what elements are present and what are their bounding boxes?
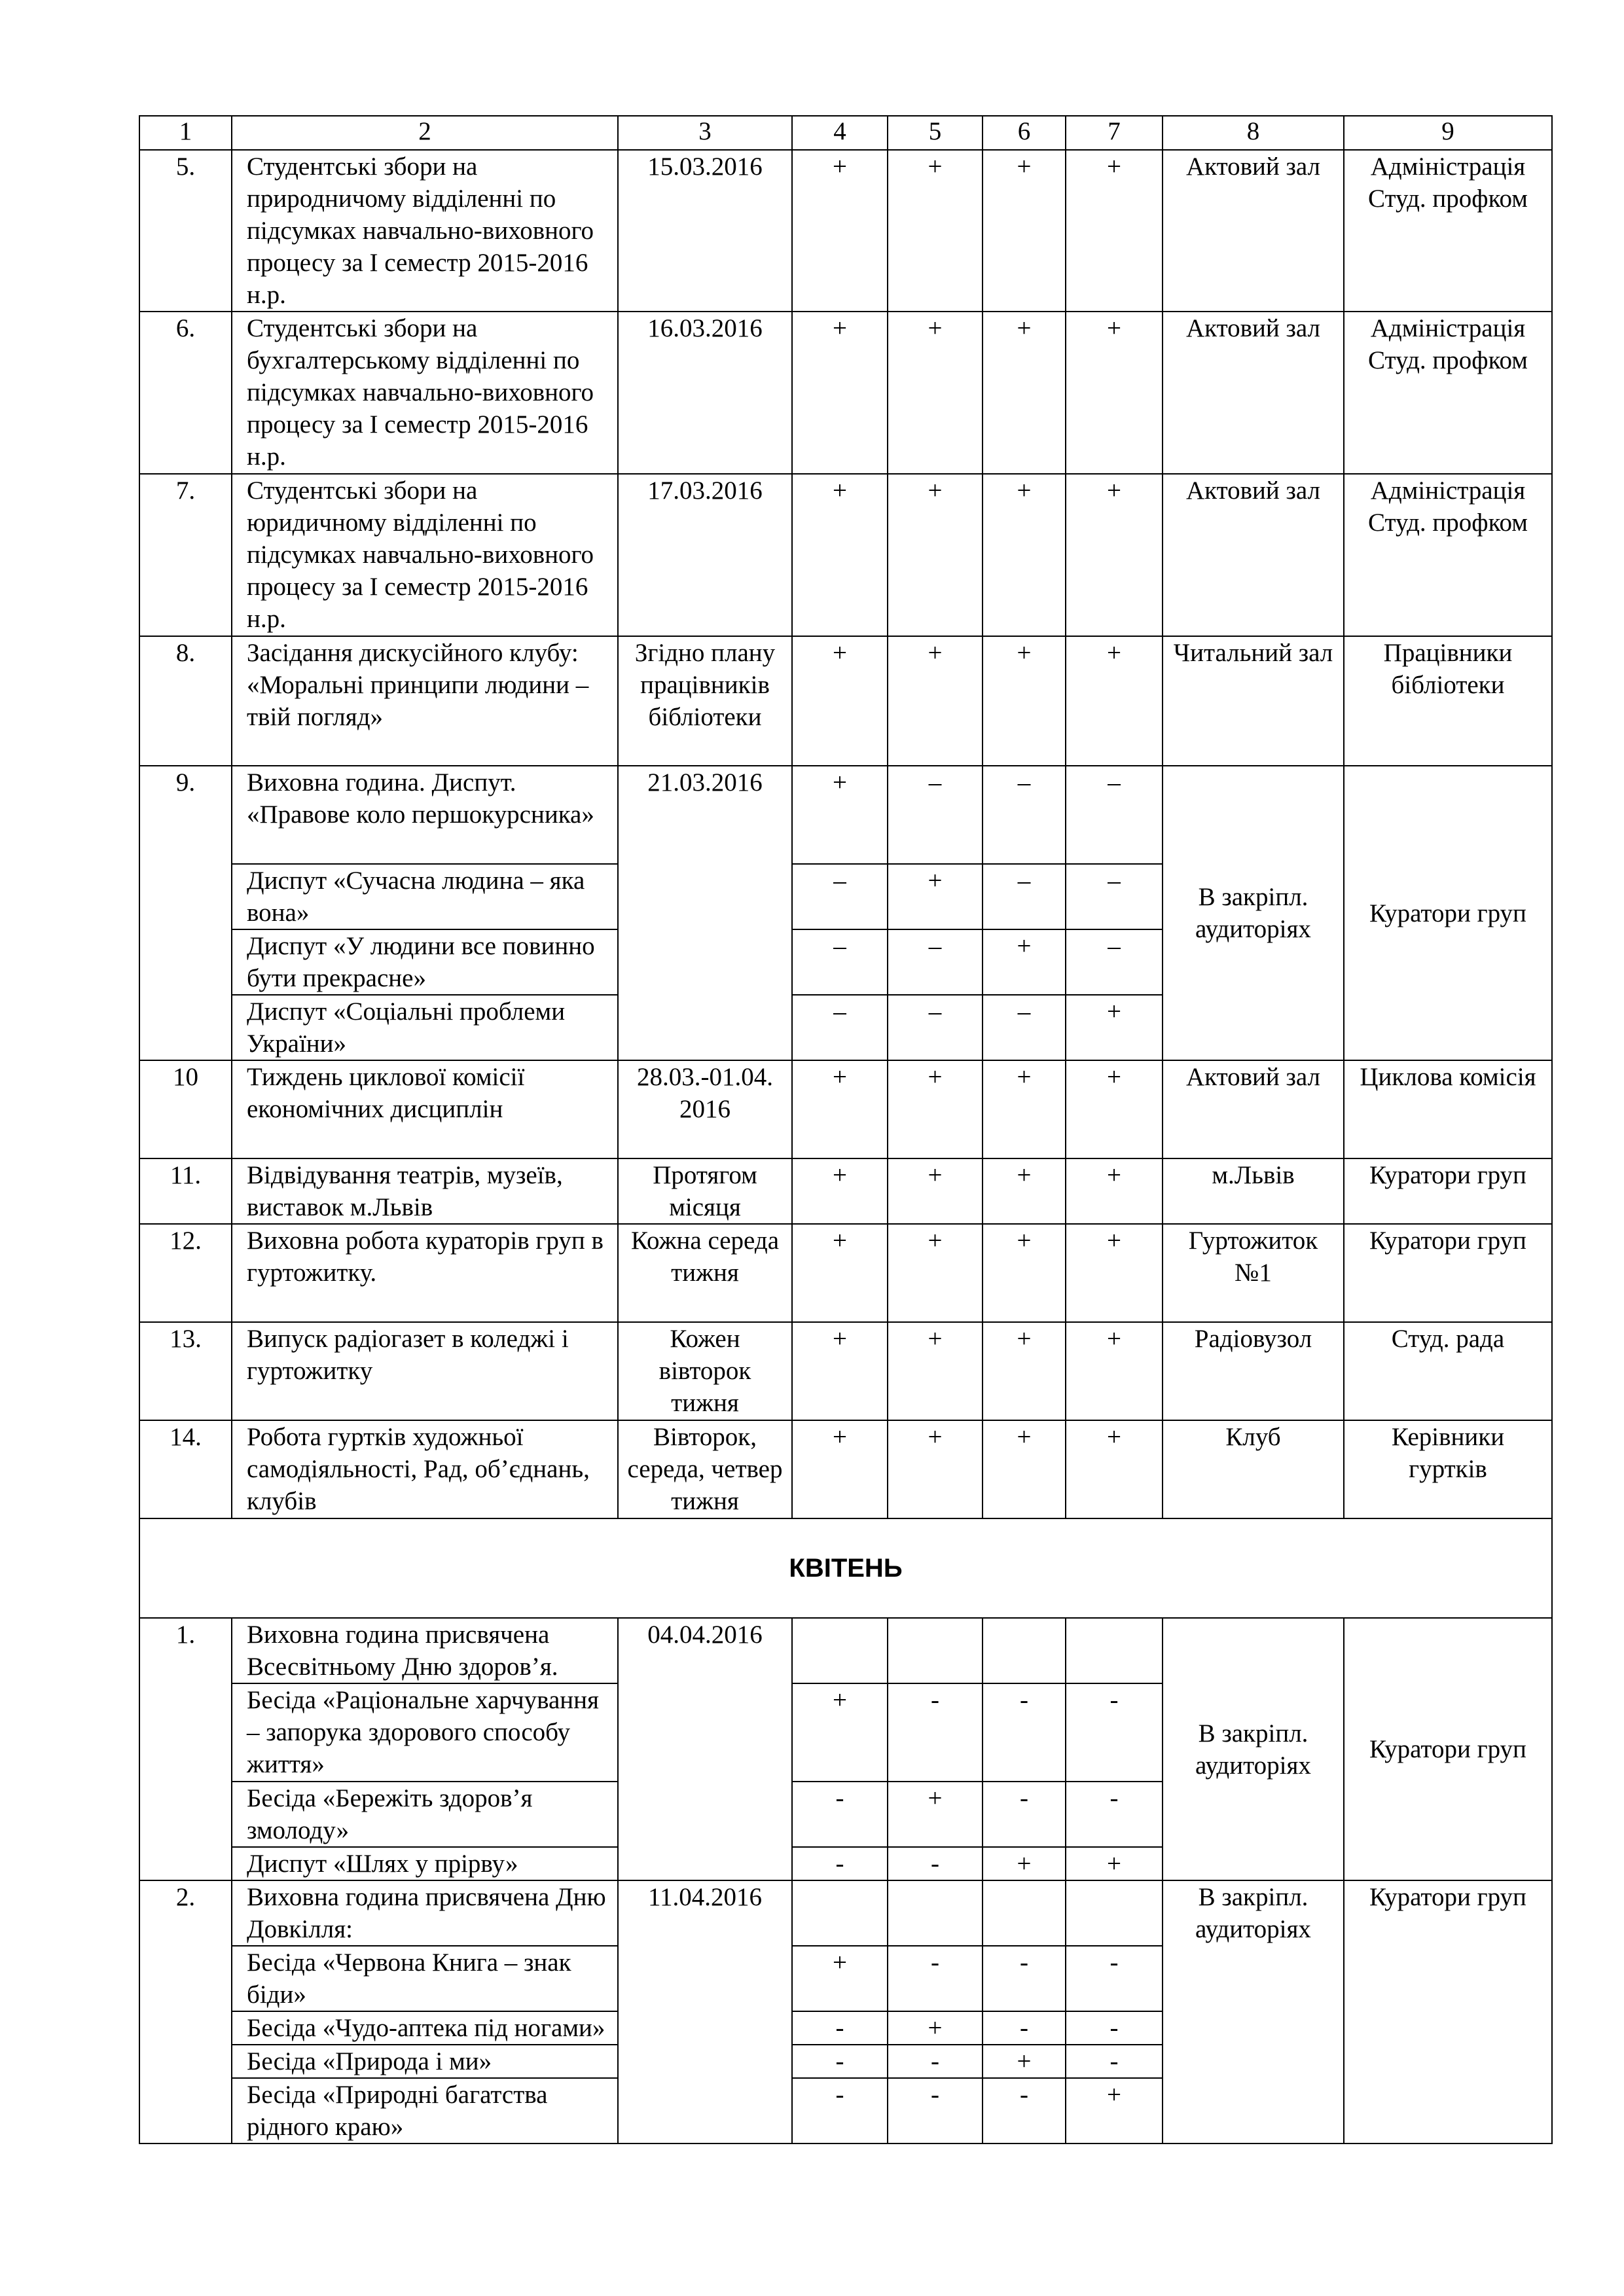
table-row bbox=[139, 1158, 1552, 1224]
mark-cell: + bbox=[983, 1224, 1066, 1322]
mark-cell: + bbox=[983, 1847, 1066, 1880]
mark-cell bbox=[792, 1618, 888, 1683]
mark-cell: - bbox=[888, 1683, 983, 1782]
mark-cell: + bbox=[1066, 312, 1163, 474]
row-number: 12. bbox=[139, 1224, 232, 1322]
mark-cell: – bbox=[888, 995, 983, 1060]
event-name: Випуск радіогазет в коледжі і гуртожитку bbox=[232, 1322, 618, 1420]
mark-cell: - bbox=[888, 2078, 983, 2144]
mark-cell: + bbox=[888, 1060, 983, 1158]
mark-cell: + bbox=[888, 1224, 983, 1322]
table-row bbox=[139, 1224, 1552, 1322]
row-number: 14. bbox=[139, 1420, 232, 1518]
event-place: В закріпл. аудиторіях bbox=[1163, 1618, 1344, 1880]
mark-cell bbox=[983, 1880, 1066, 1946]
mark-cell: – bbox=[1066, 766, 1163, 864]
mark-cell: + bbox=[983, 929, 1066, 995]
event-date: 15.03.2016 bbox=[618, 150, 792, 312]
event-name: Студентські збори на природничому відділенні по підсумках навчально-виховного процесу за І семестр 2015-2016 н.р. bbox=[232, 150, 618, 312]
mark-cell: – bbox=[983, 864, 1066, 929]
mark-cell: - bbox=[983, 2011, 1066, 2045]
event-date: 21.03.2016 bbox=[618, 766, 792, 1060]
mark-cell: - bbox=[1066, 1683, 1163, 1782]
mark-cell: + bbox=[983, 2045, 1066, 2078]
event-name: Відвідування театрів, музеїв, виставок м.Львів bbox=[232, 1158, 618, 1224]
mark-cell: + bbox=[1066, 1158, 1163, 1224]
mark-cell: + bbox=[792, 1322, 888, 1420]
row-number: 10 bbox=[139, 1060, 232, 1158]
responsible: Адміністрація Студ. профком bbox=[1344, 150, 1552, 312]
event-date: 04.04.2016 bbox=[618, 1618, 792, 1880]
mark-cell bbox=[888, 1618, 983, 1683]
event-name: Виховна година. Диспут. «Правове коло першокурсника» bbox=[232, 766, 618, 864]
responsible: Куратори груп bbox=[1344, 1158, 1552, 1224]
mark-cell: – bbox=[888, 766, 983, 864]
row-number: 7. bbox=[139, 474, 232, 636]
event-name: Бесіда «Бережіть здоров’я змолоду» bbox=[232, 1782, 618, 1847]
mark-cell: + bbox=[888, 1782, 983, 1847]
mark-cell: + bbox=[983, 150, 1066, 312]
table-row bbox=[139, 1322, 1552, 1420]
month-heading-row bbox=[139, 1518, 1552, 1618]
mark-cell bbox=[1066, 1618, 1163, 1683]
responsible: Працівники бібліотеки bbox=[1344, 636, 1552, 766]
event-date: 16.03.2016 bbox=[618, 312, 792, 474]
row-number: 8. bbox=[139, 636, 232, 766]
mark-cell: + bbox=[792, 1946, 888, 2011]
event-name: Бесіда «Природа і ми» bbox=[232, 2045, 618, 2078]
mark-cell: + bbox=[792, 636, 888, 766]
mark-cell: + bbox=[1066, 1060, 1163, 1158]
mark-cell: - bbox=[792, 2045, 888, 2078]
responsible: Куратори груп bbox=[1344, 1224, 1552, 1322]
mark-cell: - bbox=[888, 2045, 983, 2078]
mark-cell bbox=[1066, 1880, 1163, 1946]
mark-cell: - bbox=[792, 2011, 888, 2045]
mark-cell: + bbox=[888, 474, 983, 636]
mark-cell: - bbox=[888, 1847, 983, 1880]
mark-cell bbox=[983, 1618, 1066, 1683]
mark-cell: + bbox=[792, 766, 888, 864]
event-place: Радіовузол bbox=[1163, 1322, 1344, 1420]
mark-cell: + bbox=[983, 474, 1066, 636]
mark-cell: - bbox=[1066, 2011, 1163, 2045]
table-row bbox=[139, 474, 1552, 636]
event-name: Студентські збори на бухгалтерському відділенні по підсумках навчально-виховного процесу за І семестр 2015-2016 н.р. bbox=[232, 312, 618, 474]
column-number: 2 bbox=[232, 116, 618, 150]
mark-cell: + bbox=[1066, 1420, 1163, 1518]
event-date: Кожен вівторок тижня bbox=[618, 1322, 792, 1420]
mark-cell: + bbox=[792, 1224, 888, 1322]
event-date: 11.04.2016 bbox=[618, 1880, 792, 2144]
column-number: 1 bbox=[139, 116, 232, 150]
table-row bbox=[139, 1060, 1552, 1158]
mark-cell: - bbox=[792, 2078, 888, 2144]
mark-cell: + bbox=[888, 1322, 983, 1420]
date-line: середа, четвер bbox=[627, 1455, 783, 1483]
mark-cell: + bbox=[792, 1683, 888, 1782]
mark-cell: - bbox=[1066, 2045, 1163, 2078]
mark-cell: + bbox=[792, 1158, 888, 1224]
event-name: Бесіда «Червона Книга – знак біди» bbox=[232, 1946, 618, 2011]
responsible: Студ. рада bbox=[1344, 1322, 1552, 1420]
event-date: 28.03.-01.04. 2016 bbox=[618, 1060, 792, 1158]
table-row bbox=[139, 766, 1552, 864]
mark-cell: - bbox=[792, 1782, 888, 1847]
row-number: 5. bbox=[139, 150, 232, 312]
event-name: Бесіда «Раціональне харчування – запорука здорового способу життя» bbox=[232, 1683, 618, 1782]
mark-cell: + bbox=[888, 1420, 983, 1518]
mark-cell: + bbox=[983, 1060, 1066, 1158]
event-place: Актовий зал bbox=[1163, 312, 1344, 474]
event-name: Засідання дискусійного клубу: «Моральні принципи людини – твій погляд» bbox=[232, 636, 618, 766]
mark-cell: - bbox=[888, 1946, 983, 2011]
mark-cell: + bbox=[983, 1420, 1066, 1518]
mark-cell: + bbox=[792, 1060, 888, 1158]
mark-cell: + bbox=[792, 150, 888, 312]
column-number: 7 bbox=[1066, 116, 1163, 150]
event-place: В закріпл. аудиторіях bbox=[1163, 1880, 1344, 2144]
event-place: Актовий зал bbox=[1163, 474, 1344, 636]
row-number: 9. bbox=[139, 766, 232, 1060]
mark-cell: – bbox=[1066, 864, 1163, 929]
column-number: 8 bbox=[1163, 116, 1344, 150]
mark-cell: – bbox=[792, 929, 888, 995]
event-name: Виховна година присвячена Дню Довкілля: bbox=[232, 1880, 618, 1946]
mark-cell: + bbox=[792, 474, 888, 636]
table-row bbox=[139, 150, 1552, 312]
mark-cell: + bbox=[983, 636, 1066, 766]
table-row bbox=[139, 636, 1552, 766]
mark-cell: + bbox=[983, 1158, 1066, 1224]
event-date bbox=[618, 1420, 792, 1518]
mark-cell: – bbox=[888, 929, 983, 995]
row-number: 6. bbox=[139, 312, 232, 474]
mark-cell bbox=[792, 1880, 888, 1946]
event-name: Бесіда «Природні багатства рідного краю» bbox=[232, 2078, 618, 2144]
event-place: В закріпл. аудиторіях bbox=[1163, 766, 1344, 1060]
mark-cell: + bbox=[1066, 150, 1163, 312]
responsible: Куратори груп bbox=[1344, 766, 1552, 1060]
row-number: 2. bbox=[139, 1880, 232, 2144]
responsible: Адміністрація Студ. профком bbox=[1344, 312, 1552, 474]
event-name: Виховна година присвячена Всесвітньому Дню здоров’я. bbox=[232, 1618, 618, 1683]
mark-cell: + bbox=[983, 312, 1066, 474]
mark-cell: + bbox=[888, 864, 983, 929]
mark-cell: - bbox=[983, 1946, 1066, 2011]
mark-cell: + bbox=[1066, 1322, 1163, 1420]
event-place: Актовий зал bbox=[1163, 1060, 1344, 1158]
event-place: Актовий зал bbox=[1163, 150, 1344, 312]
mark-cell: + bbox=[1066, 2078, 1163, 2144]
mark-cell: + bbox=[1066, 636, 1163, 766]
column-number: 9 bbox=[1344, 116, 1552, 150]
mark-cell: + bbox=[792, 312, 888, 474]
responsible: Куратори груп bbox=[1344, 1618, 1552, 1880]
column-number: 6 bbox=[983, 116, 1066, 150]
mark-cell: + bbox=[983, 1322, 1066, 1420]
column-number: 4 bbox=[792, 116, 888, 150]
column-number: 5 bbox=[888, 116, 983, 150]
mark-cell: – bbox=[983, 995, 1066, 1060]
event-date: 17.03.2016 bbox=[618, 474, 792, 636]
mark-cell: + bbox=[1066, 474, 1163, 636]
event-name: Диспут «Соціальні проблеми України» bbox=[232, 995, 618, 1060]
events-table bbox=[139, 115, 1553, 2144]
responsible: Циклова комісія bbox=[1344, 1060, 1552, 1158]
mark-cell: + bbox=[888, 312, 983, 474]
mark-cell: - bbox=[983, 1683, 1066, 1782]
plan-table-page bbox=[139, 115, 1551, 2144]
mark-cell: – bbox=[1066, 929, 1163, 995]
mark-cell: + bbox=[792, 1420, 888, 1518]
mark-cell: + bbox=[888, 1158, 983, 1224]
mark-cell: – bbox=[792, 995, 888, 1060]
event-name: Диспут «Шлях у прірву» bbox=[232, 1847, 618, 1880]
event-name: Студентські збори на юридичному відділенні по підсумках навчально-виховного процесу за І семестр 2015-2016 н.р. bbox=[232, 474, 618, 636]
event-date: Кожна середа тижня bbox=[618, 1224, 792, 1322]
row-number: 1. bbox=[139, 1618, 232, 1880]
event-date: Згідно плану працівників бібліотеки bbox=[618, 636, 792, 766]
event-place: Гуртожиток №1 bbox=[1163, 1224, 1344, 1322]
mark-cell: - bbox=[792, 1847, 888, 1880]
row-number: 11. bbox=[139, 1158, 232, 1224]
event-name: Диспут «У людини все повинно бути прекрасне» bbox=[232, 929, 618, 995]
event-place: Клуб bbox=[1163, 1420, 1344, 1518]
mark-cell: - bbox=[983, 2078, 1066, 2144]
month-heading: КВІТЕНЬ bbox=[139, 1518, 1552, 1618]
date-line: тижня bbox=[671, 1487, 739, 1515]
table-row bbox=[139, 1880, 1552, 1946]
event-name: Бесіда «Чудо-аптека під ногами» bbox=[232, 2011, 618, 2045]
mark-cell: - bbox=[983, 1782, 1066, 1847]
column-number-row bbox=[139, 116, 1552, 150]
column-number: 3 bbox=[618, 116, 792, 150]
responsible: Керівники гуртків bbox=[1344, 1420, 1552, 1518]
mark-cell: + bbox=[1066, 1847, 1163, 1880]
event-place: Читальний зал bbox=[1163, 636, 1344, 766]
event-name: Тиждень циклової комісії економічних дисциплін bbox=[232, 1060, 618, 1158]
mark-cell: + bbox=[888, 636, 983, 766]
event-date: Протягом місяця bbox=[618, 1158, 792, 1224]
mark-cell: + bbox=[888, 2011, 983, 2045]
mark-cell: – bbox=[792, 864, 888, 929]
mark-cell: + bbox=[888, 150, 983, 312]
date-line: Вівторок, bbox=[653, 1423, 757, 1451]
table-row bbox=[139, 1618, 1552, 1683]
mark-cell: - bbox=[1066, 1782, 1163, 1847]
mark-cell: + bbox=[1066, 995, 1163, 1060]
mark-cell bbox=[888, 1880, 983, 1946]
table-row bbox=[139, 1420, 1552, 1518]
table-row bbox=[139, 312, 1552, 474]
responsible: Куратори груп bbox=[1344, 1880, 1552, 2144]
event-name: Робота гуртків художньої самодіяльності, Рад, об’єднань, клубів bbox=[232, 1420, 618, 1518]
mark-cell: - bbox=[1066, 1946, 1163, 2011]
event-place: м.Львів bbox=[1163, 1158, 1344, 1224]
row-number: 13. bbox=[139, 1322, 232, 1420]
event-name: Виховна робота кураторів груп в гуртожитку. bbox=[232, 1224, 618, 1322]
responsible: Адміністрація Студ. профком bbox=[1344, 474, 1552, 636]
event-name: Диспут «Сучасна людина – яка вона» bbox=[232, 864, 618, 929]
mark-cell: + bbox=[1066, 1224, 1163, 1322]
mark-cell: – bbox=[983, 766, 1066, 864]
